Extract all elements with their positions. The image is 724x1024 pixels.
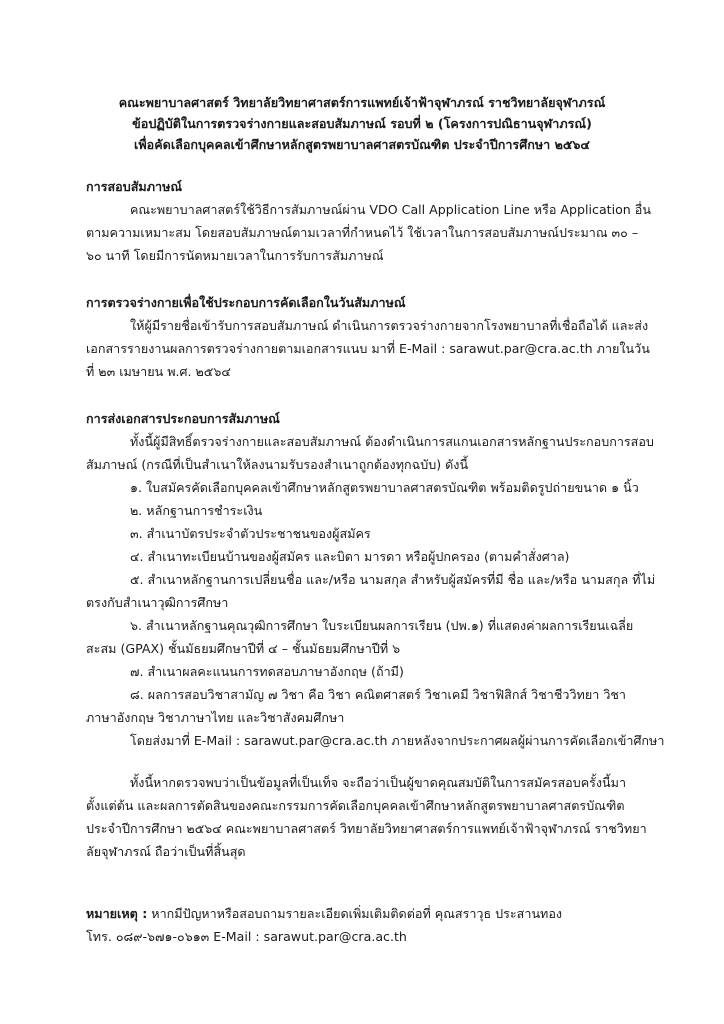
section-physical-exam [86, 291, 656, 383]
list-item: ๔. สำเนาทะเบียนบ้านของผู้สมัคร และบิดา มารดา หรือผู้ปกครอง (ตามคำสั่งศาล) [130, 549, 570, 564]
list-item: ๒. หลักฐานการชำระเงิน [130, 503, 263, 518]
header-line-1: คณะพยาบาลศาสตร์ วิทยาลัยวิทยาศาสตร์การแพทย์เจ้าฟ้าจุฬาภรณ์ ราชวิทยาลัยจุฬาภรณ์ [118, 95, 606, 110]
list-item: ๑. ใบสมัครคัดเลือกบุคคลเข้าศึกษาหลักสูตรพยาบาลศาสตรบัณฑิต พร้อมติดรูปถ่ายขนาด ๑ นิ้ว [130, 480, 639, 495]
note-text: หากมีปัญหาหรือสอบถามรายละเอียดเพิ่มเติมติดต่อที่ คุณสราวุธ ประสานทอง [151, 906, 563, 921]
note-contact: โทร. ๐๘๙-๖๗๑-๐๖๑๓ E-Mail : sarawut.par@cra.ac.th [86, 929, 407, 944]
header-line-3: เพื่อคัดเลือกบุคคลเข้าศึกษาหลักสูตรพยาบาลศาสตรบัณฑิต ประจำปีการศึกษา ๒๕๖๔ [134, 137, 590, 152]
note-line [86, 902, 656, 925]
document-header [0, 92, 724, 155]
section-heading-interview: การสอบสัมภาษณ์ [86, 179, 183, 194]
header-line-2: ข้อปฏิบัติในการตรวจร่างกายและสอบสัมภาษณ์ รอบที่ ๒ (โครงการปณิธานจุฬาภรณ์) [132, 116, 592, 131]
section-heading-documents: การส่งเอกสารประกอบการสัมภาษณ์ [86, 411, 280, 426]
list-item: ๘. ผลการสอบวิชาสามัญ ๗ วิชา คือ วิชา คณิตศาสตร์ วิชาเคมี วิชาฟิสิกส์ วิชาชีววิทยา วิชาภาษาอังกฤษ วิชาภาษาไทย และวิชาสังคมศึกษา [86, 687, 627, 725]
list-item: ๖. สำเนาหลักฐานคุณวุฒิการศึกษา ใบระเบียนผลการเรียน (ปพ.๑) ที่แสดงค่าผลการเรียนเฉลี่ยสะสม (GPAX) ชั้นมัธยมศึกษาปีที่ ๔ – ชั้นมัธยมศึกษาปีที่ ๖ [86, 618, 634, 656]
section-heading-physical-exam: การตรวจร่างกายเพื่อใช้ประกอบการคัดเลือกในวันสัมภาษณ์ [86, 295, 406, 310]
section-interview [86, 175, 656, 267]
note-label: หมายเหตุ : [86, 906, 148, 921]
closing-paragraph-block [86, 771, 656, 863]
list-item: ๗. สำเนาผลคะแนนการทดสอบภาษาอังกฤษ (ถ้ามี) [130, 664, 404, 679]
send-instruction: โดยส่งมาที่ E-Mail : sarawut.par@cra.ac.th ภายหลังจากประกาศผลผู้ผ่านการคัดเลือกเข้าศึกษา [130, 733, 665, 748]
note-block [86, 902, 656, 948]
section-body-interview: คณะพยาบาลศาสตร์ใช้วิธีการสัมภาษณ์ผ่าน VDO Call Application Line หรือ Application อื่น ตามความเหมาะสม โดยสอบสัมภาษณ์ตามเวลาที่กำหนดไว้ ใช้เวลาในการสอบสัมภาษณ์ประมาณ ๓๐ – ๖๐ นาที โดยมีการนัดหมายเวลาในการรับการสัมภาษณ์ [86, 202, 651, 263]
section-documents [86, 407, 665, 752]
list-item: ๕. สำเนาหลักฐานการเปลี่ยนชื่อ และ/หรือ นามสกุล สำหรับผู้สมัครที่มี ชื่อ และ/หรือ นามสกุล ที่ไม่ตรงกับสำเนาวุฒิการศึกษา [86, 572, 656, 610]
closing-paragraph: ทั้งนี้หากตรวจพบว่าเป็นข้อมูลที่เป็นเท็จ จะถือว่าเป็นผู้ขาดคุณสมบัติในการสมัครสอบครั้งนี้มาตั้งแต่ต้น และผลการตัดสินของคณะกรรมการคัดเลือกบุคคลเข้าศึกษาหลักสูตรพยาบาลศาสตรบัณฑิต ประจำปีการศึกษา ๒๕๖๔ คณะพยาบาลศาสตร์ วิทยาลัยวิทยาศาสตร์การแพทย์เจ้าฟ้าจุฬาภรณ์ ราชวิทยาลัยจุฬาภรณ์ ถือว่าเป็นที่สิ้นสุด [86, 775, 647, 859]
list-item: ๓. สำเนาบัตรประจำตัวประชาชนของผู้สมัคร [130, 526, 371, 541]
section-body-physical-exam: ให้ผู้มีรายชื่อเข้ารับการสอบสัมภาษณ์ ดำเนินการตรวจร่างกายจากโรงพยาบาลที่เชื่อถือได้ และส่งเอกสารรายงานผลการตรวจร่างกายตามเอกสารแนบ มาที่ E-Mail : sarawut.par@cra.ac.th ภายในวันที่ ๒๓ เมษายน พ.ศ. ๒๕๖๔ [86, 318, 650, 379]
section-intro-documents: ทั้งนี้ผู้มีสิทธิ์ตรวจร่างกายและสอบสัมภาษณ์ ต้องดำเนินการสแกนเอกสารหลักฐานประกอบการสอบสัมภาษณ์ (กรณีที่เป็นสำเนาให้ลงนามรับรองสำเนาถูกต้องทุกฉบับ) ดังนี้ [86, 434, 654, 472]
